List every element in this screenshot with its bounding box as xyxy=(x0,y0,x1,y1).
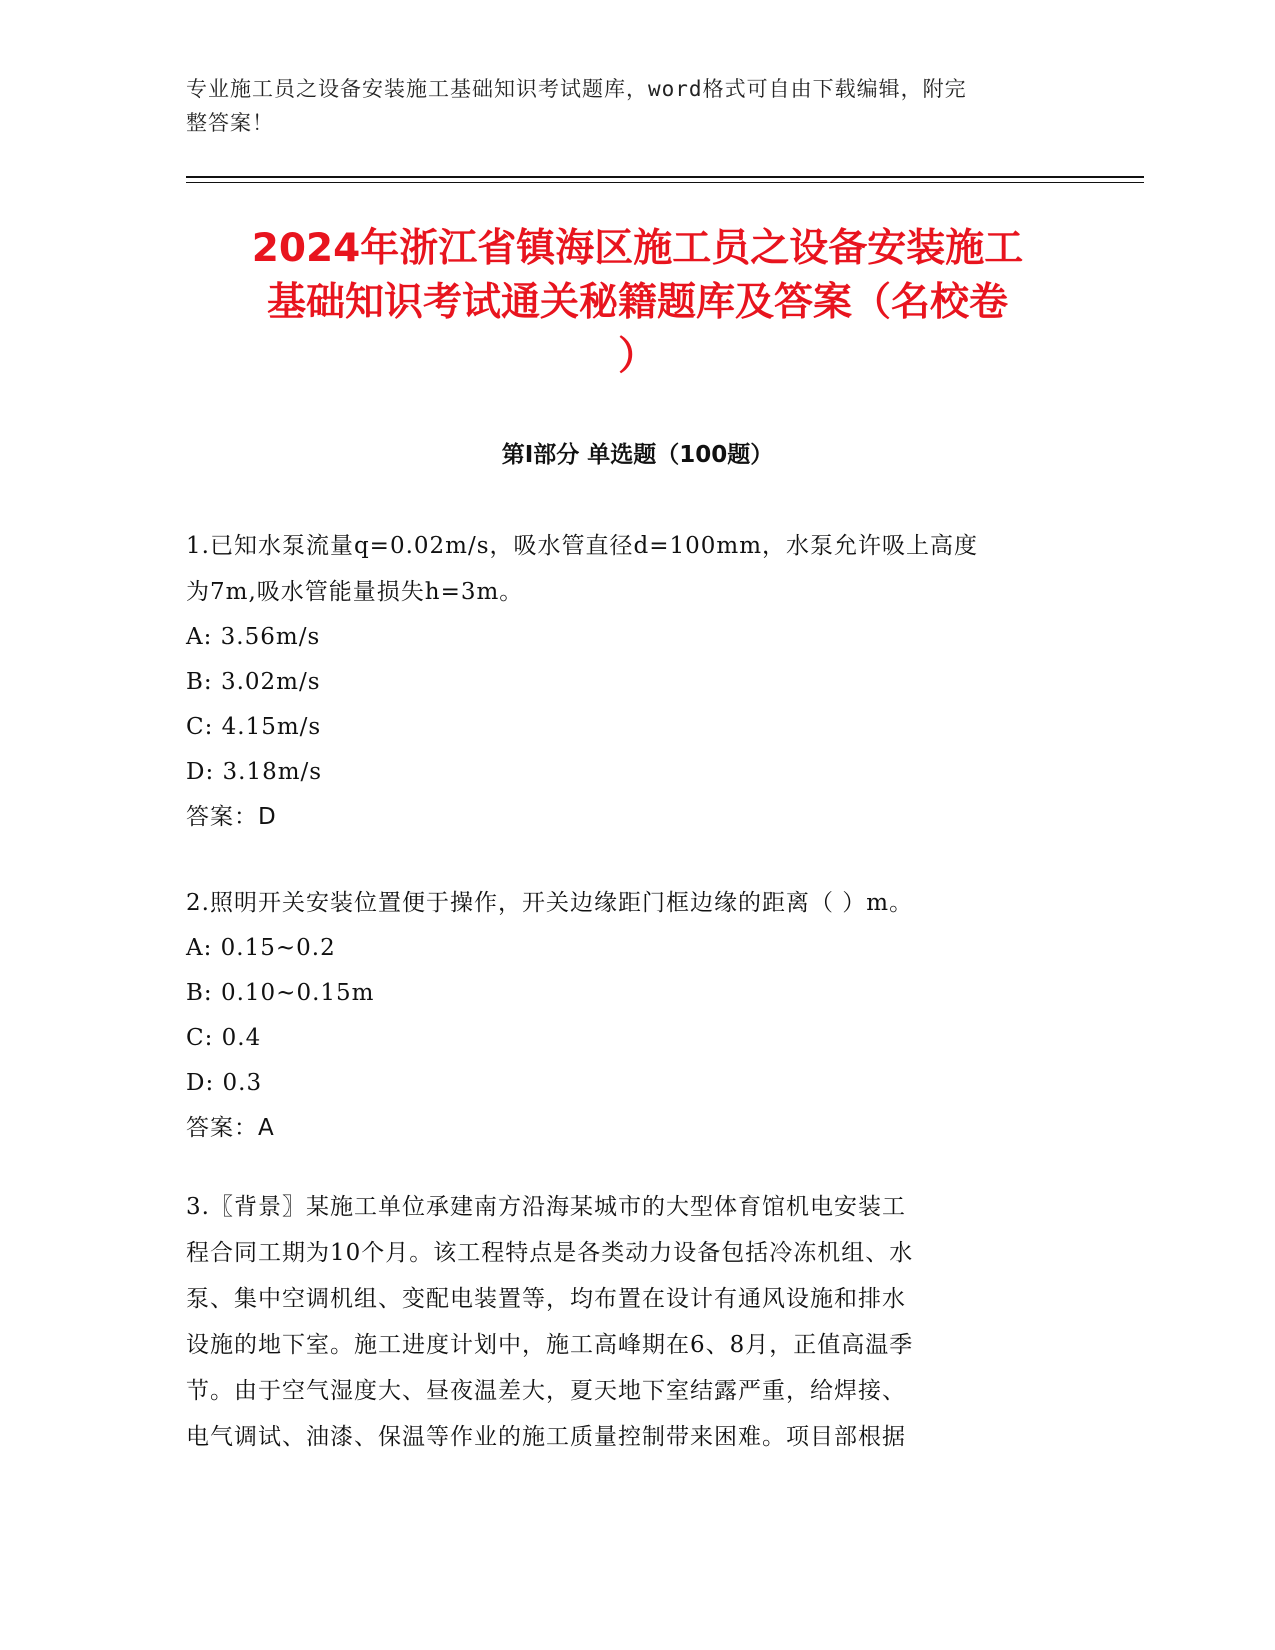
header-divider xyxy=(186,176,1144,178)
header-line: 整答案！ xyxy=(186,111,274,135)
option-a: A: 0.15~0.2 xyxy=(186,935,336,961)
document-title xyxy=(150,222,1125,384)
title-line: ） xyxy=(617,334,657,379)
question-stem: 节。由于空气湿度大、昼夜温差大，夏天地下室结露严重，给焊接、 xyxy=(186,1378,906,1404)
question-stem: 3.〖背景〗某施工单位承建南方沿海某城市的大型体育馆机电安装工 xyxy=(186,1194,906,1220)
option-d: D: 3.18m/s xyxy=(186,759,323,785)
title-line: 2024年浙江省镇海区施工员之设备安装施工 xyxy=(251,226,1024,271)
option-a: A: 3.56m/s xyxy=(186,624,321,650)
question-stem: 设施的地下室。施工进度计划中，施工高峰期在6、8月，正值高温季 xyxy=(186,1332,914,1358)
header-line: 专业施工员之设备安装施工基础知识考试题库，word格式可自由下载编辑，附完 xyxy=(186,77,967,101)
option-d: D: 0.3 xyxy=(186,1070,263,1096)
option-b: B: 3.02m/s xyxy=(186,669,321,695)
header-divider-thin xyxy=(186,182,1144,183)
question-stem: 2.照明开关安装位置便于操作，开关边缘距门框边缘的距离（ ）m。 xyxy=(186,890,914,916)
title-line: 基础知识考试通关秘籍题库及答案（名校卷 xyxy=(266,280,1008,325)
question-stem: 泵、集中空调机组、变配电装置等，均布置在设计有通风设施和排水 xyxy=(186,1286,906,1312)
question-stem: 1.已知水泵流量q=0.02m/s，吸水管直径d=100mm，水泵允许吸上高度 xyxy=(186,533,979,559)
answer-line: 答案：A xyxy=(186,1115,275,1141)
option-c: C: 0.4 xyxy=(186,1025,262,1051)
document-header xyxy=(186,72,1066,140)
option-b: B: 0.10~0.15m xyxy=(186,980,375,1006)
question-3 xyxy=(186,1184,1086,1460)
question-1 xyxy=(186,523,1086,840)
question-stem: 为7m,吸水管能量损失h=3m。 xyxy=(186,579,524,605)
question-stem: 电气调试、油漆、保温等作业的施工质量控制带来困难。项目部根据 xyxy=(186,1424,906,1450)
answer-line: 答案：D xyxy=(186,804,277,830)
option-c: C: 4.15m/s xyxy=(186,714,322,740)
question-stem: 程合同工期为10个月。该工程特点是各类动力设备包括冷冻机组、水 xyxy=(186,1240,914,1266)
question-2 xyxy=(186,880,1086,1151)
section-heading: 第Ⅰ部分 单选题（100题） xyxy=(501,442,774,468)
